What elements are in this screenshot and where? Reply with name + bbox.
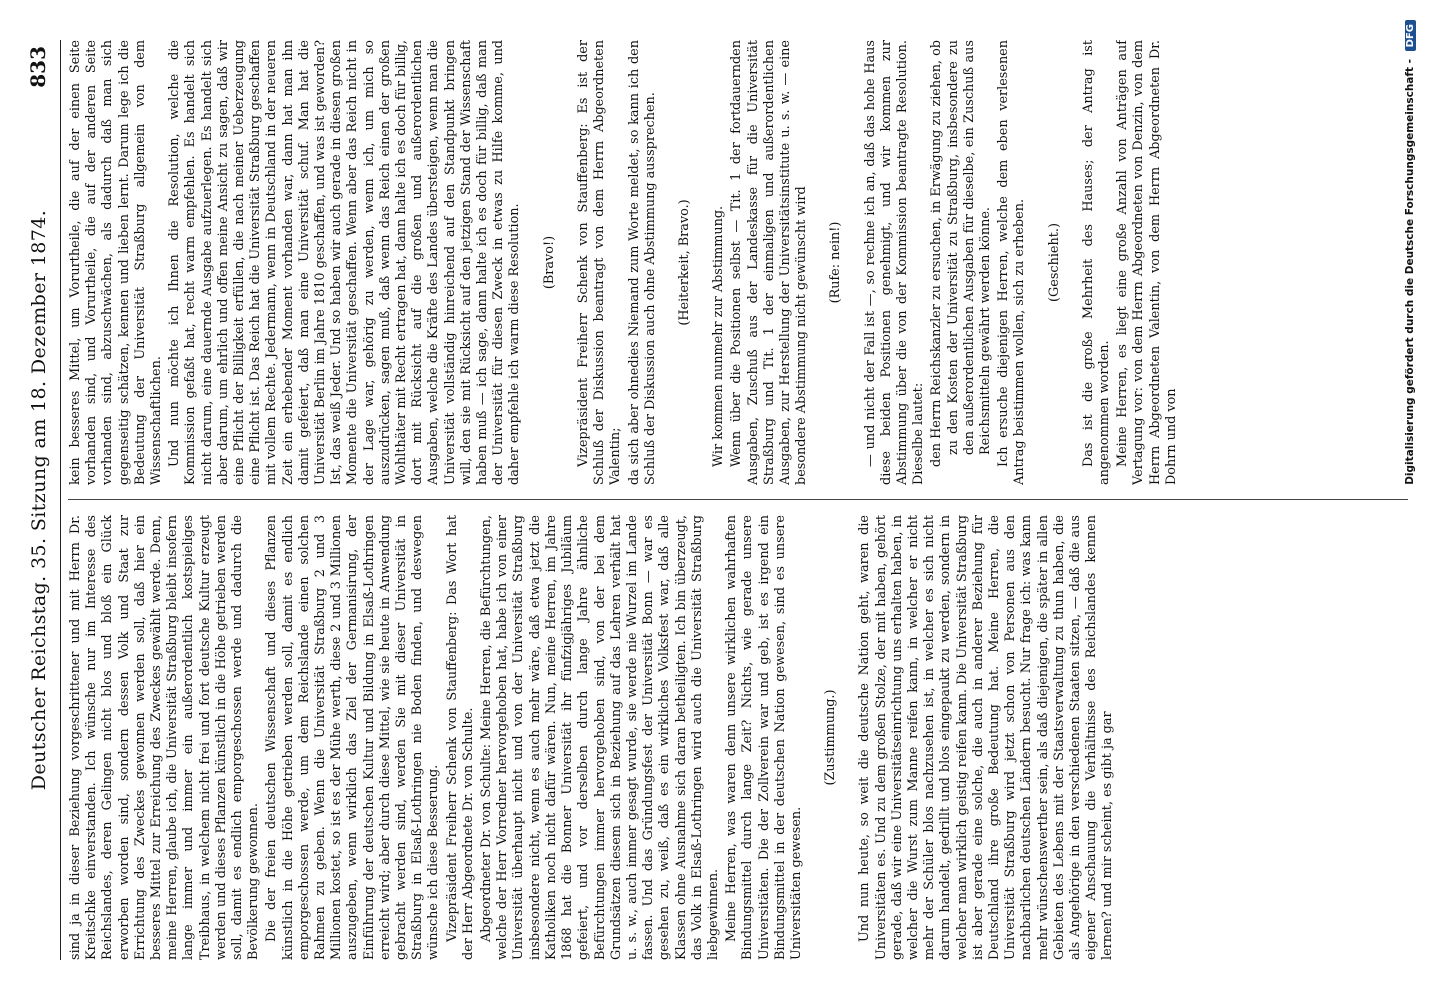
interjection: (Geschieht.) bbox=[1046, 223, 1062, 302]
interjection: (Bravo!) bbox=[541, 235, 557, 290]
paragraph: da sich aber ohnedies Niemand zum Worte meldet, so kann ich den Schluß der Diskussion auch ohne Abstimmung aussprechen. bbox=[626, 40, 658, 485]
dfg-watermark bbox=[1400, 20, 1426, 980]
speaker-paragraph: Abgeordneter Dr. von Schulte: Meine Herren, die Befürchtungen, welche der Herr Vorredner hervorgehoben hat, habe ich von einer Universität überhaupt nicht und von der Universität Straßburg insbesondere nicht, wenn es auch mehr wäre, daß etwa jetzt die Katholiken noch nicht dafür wären. Nun, meine Herren, im Jahre 1868 hat die Bonner Universität ihr fünfzigjähriges Jubiläum gefeiert, und vor derselben durch lange Jahre ähnliche Befürchtungen immer hervorgehoben sind, von der bei dem Grundsätzen diesem sich in Beziehung auf das Lehren verhält hat u. s. w., auch immer gesagt wurde, sie werde nie Wurzel im Lande fassen. Und das Gründungsfest der Universität Bonn — war es gesehen zu, weiß, daß es ein wirkliches Volksfest war, daß alle Klassen ohne Ausnahme sich daran betheiligten. Ich bin überzeugt, das Volk in Elsaß-Lothringen wird auch die Universität Straßburg liebgewinnen. bbox=[479, 515, 721, 960]
interjection: (Zustimmung.) bbox=[823, 689, 839, 786]
paragraph: Wir kommen nunmehr zur Abstimmung. bbox=[711, 205, 727, 467]
paragraph: kein besseres Mittel, um Vorurtheile, die auf der einen Seite vorhanden sind, und Vorurtheile, die auf der anderen Seite vorhanden sind, abzuschwächen, als dadurch daß man sich gegenseitig schätzen, kennen und lieben lernt. Darum lege ich die Bedeutung der Universität Straßburg allgemein von dem Wissenschaftlichen. bbox=[68, 40, 165, 485]
paragraph: sind ja in dieser Beziehung vorgeschrittener und mit Herrn Dr. Kreitschke einverstanden. Ich wünsche nur im Interesse des Reichslandes, deren Gelingen nicht blos und bloß ein Glück erworben worden sind, sondern dessen Volk und Staat zur Errichtung des Zweckes gewonnen werden soll, daß hier ein besseres Mittel zur Erreichung des Zweckes gewählt werde. Denn, meine Herren, glaube ich, die Universität Straßburg bleibt insofern lange immer und immer ein außerordentlich kostspieliges Treibhaus, in welchem nicht frei und fort deutsche Kultur erzeugt werden und dieses Pflanzen künstlich in die Höhe getrieben werden soll, damit es endlich emporgeschossen werde und dadurch die Bevölkerung gewonnen. bbox=[68, 515, 262, 960]
paragraph: Meine Herren, es liegt eine große Anzahl von Anträgen auf Vertagung vor: von dem Herrn Abgeordneten von Denzin, von dem Herrn Abgeordneten Valentin, von dem Herrn Abgeordneten Dr. Dohrn und von bbox=[1115, 40, 1179, 485]
interjection: (Heiterkeit, Bravo.) bbox=[676, 199, 692, 326]
speaker-paragraph: Vizepräsident Freiherr Schenk von Stauffenberg: Es ist der Schluß der Diskussion beantragt von dem Herrn Abgeordneten Valentin; bbox=[575, 40, 624, 485]
paragraph: Und nun heute, so weit die deutsche Nation geht, waren die Universitäten es. Und zu dem großen Stolze, der mit haben, gehört gerade, daß wir eine Universitätseinrichtung uns erhalten haben, in welcher die Wurst zum Manne reifen kann, in welcher er nicht mehr der Schüler blos nachzusehen ist, in welcher es sich nicht darum handelt, gedrillt und blos eingepaukt zu werden, sondern in welcher man wirklich geistig reifen kann. Die Universität Straßburg ist aber gerade eine solche, die auch in anderer Beziehung für Deutschland ihre große Bedeutung hat. Meine Herren, die Universität Straßburg wird jetzt schon von Personen aus den nachbarlichen deutschen Ländern besucht. Nur frage ich: was kann mehr wünschenswerther sein, als daß diejenigen, die später in allen Gebieten des Lebens mit der Staatsverwaltung zu thun haben, die als Angehörige in den verschiedenen Staaten sitzen, — daß die aus eigener Anschauung die Verhältnisse des Reichslandes kennen lernen? und mir scheint, es gibt ja gar bbox=[857, 515, 1116, 960]
paragraph: Und nun möchte ich Ihnen die Resolution, welche die Kommission gefaßt hat, recht warm empfehlen. Es handelt sich nicht darum, eine dauernde Ausgabe aufzuerlegen. Es handelt sich aber darum, um ehrlich und offen meine Ansicht zu sagen, daß wir eine Pflicht der Billigkeit erfüllen, die nach meiner Ueberzeugung eine Pflicht ist. Das Reich hat die Universität Straßburg geschaffen mit vollem Rechte. Jedermann, wenn in Deutschland in der neueren Zeit ein erhebender Moment vorhanden war, dann hat man ihn damit gefeiert, daß man eine Universität schuf. Man hat die Universität Berlin im Jahre 1810 geschaffen, und was ist geworden? Ist, das weiß Jeder. Und so haben wir auch gerade in diesen großen Momente die Universität geschaffen. Wenn aber das Reich nicht in der Lage war, gehörig zu werden, wenn ich, um mich so auszudrücken, sagen muß, daß wenn das Reich einen der großen Wohlthäter mit Recht ertragen hat, dann halte ich es doch für billig, dort mit Rücksicht auf die großen und außerordentlichen Ausgaben, welche die Kräfte des Landes übersteigen, wenn man die Universität vollständig hinreichend auf den Standpunkt bringen will, den sie mit Rücksicht auf den jetzigen Stand der Wissenschaft haben muß — ich sage, dann halte ich es doch für billig, daß man der Universität für diesen Zweck in etwas zu Hilfe komme, und daher empfehle ich warm diese Resolution. bbox=[167, 40, 523, 485]
page-number: 833 bbox=[26, 46, 50, 88]
column-divider bbox=[68, 499, 1408, 500]
paragraph: Das ist die große Mehrheit des Hauses; der Antrag ist angenommen worden. bbox=[1080, 40, 1112, 485]
resolution-text: den Herrn Reichskanzler zu ersuchen, in Erwägung zu ziehen, ob zu den Kosten der Universität zu Straßburg, insbesondere zu den außerordentlichen Ausgaben für dieselbe, ein Zuschuß aus Reichsmitteln gewährt werden könne. bbox=[929, 40, 993, 467]
watermark-text: Digitalisierung gefördert durch die Deutsche Forschungsgemeinschaft - bbox=[1404, 59, 1416, 485]
paragraph: Meine Herren, was waren denn unsere wirklichen wahrhaften Bindungsmittel durch lange Zeit? Nichts, wie gerade unsere Universitäten. Die der Zollverein war und geb, ist es irgend ein Bindungsmittel in der deutschen Nation gewesen, sind es unsere Universitäten gewesen. bbox=[724, 515, 804, 960]
scanned-page bbox=[20, 40, 1415, 960]
left-column bbox=[68, 515, 1408, 960]
dfg-logo: DFG bbox=[1405, 20, 1416, 51]
page-title: Deutscher Reichstag. 35. Sitzung am 18. Dezember 1874. bbox=[28, 209, 50, 791]
interjection: (Rufe: nein!) bbox=[828, 221, 844, 304]
paragraph: Ich ersuche diejenigen Herren, welche dem eben verlesenen Antrag beistimmen wollen, sich zu erheben. bbox=[996, 40, 1028, 485]
right-column bbox=[68, 40, 1408, 485]
page-header bbox=[20, 40, 61, 960]
paragraph: Die der freien deutschen Wissenschaft und dieses Pflanzen künstlich in die Höhe getrieben werden soll, damit es endlich emporgeschossen werde, um dem Reichslande einen solchen Rahmen zu geben. Wenn die Universität Straßburg 2 und 3 Millionen kostet, so ist es der Mühe werth, diese 2 und 3 Millionen auszugeben, wenn wirklich das Ziel der Germanisirung, der Einführung der deutschen Kultur und Bildung in Elsaß-Lothringen erreicht wird; aber durch diese Mittel, wie sie heute in Anwendung gebracht werden sind, werden Sie mit dieser Universität in Straßburg in Elsaß-Lothringen nie Boden finden, und deswegen wünsche ich diese Besserung. bbox=[264, 515, 442, 960]
paragraph: Wenn über die Positionen selbst — Tit. 1 der fortdauernden Ausgaben, Zuschuß aus der Landeskasse für die Universität Straßburg und Tit. 1 der einmaligen und außerordentlichen Ausgaben, zur Herstellung der Universitätsinstitute u. s. w. — eine besondere Abstimmung nicht gewünscht wird bbox=[729, 40, 810, 485]
paragraph: — und nicht der Fall ist —, so rechne ich an, daß das hohe Haus diese beiden Positionen genehmigt, und wir kommen zur Abstimmung über die von der Kommission beantragte Resolution. Dieselbe lautet: bbox=[862, 40, 927, 485]
speaker-paragraph: Vizepräsident Freiherr Schenk von Stauffenberg: Das Wort hat der Herr Abgeordnete Dr. von Schulte. bbox=[444, 515, 476, 960]
